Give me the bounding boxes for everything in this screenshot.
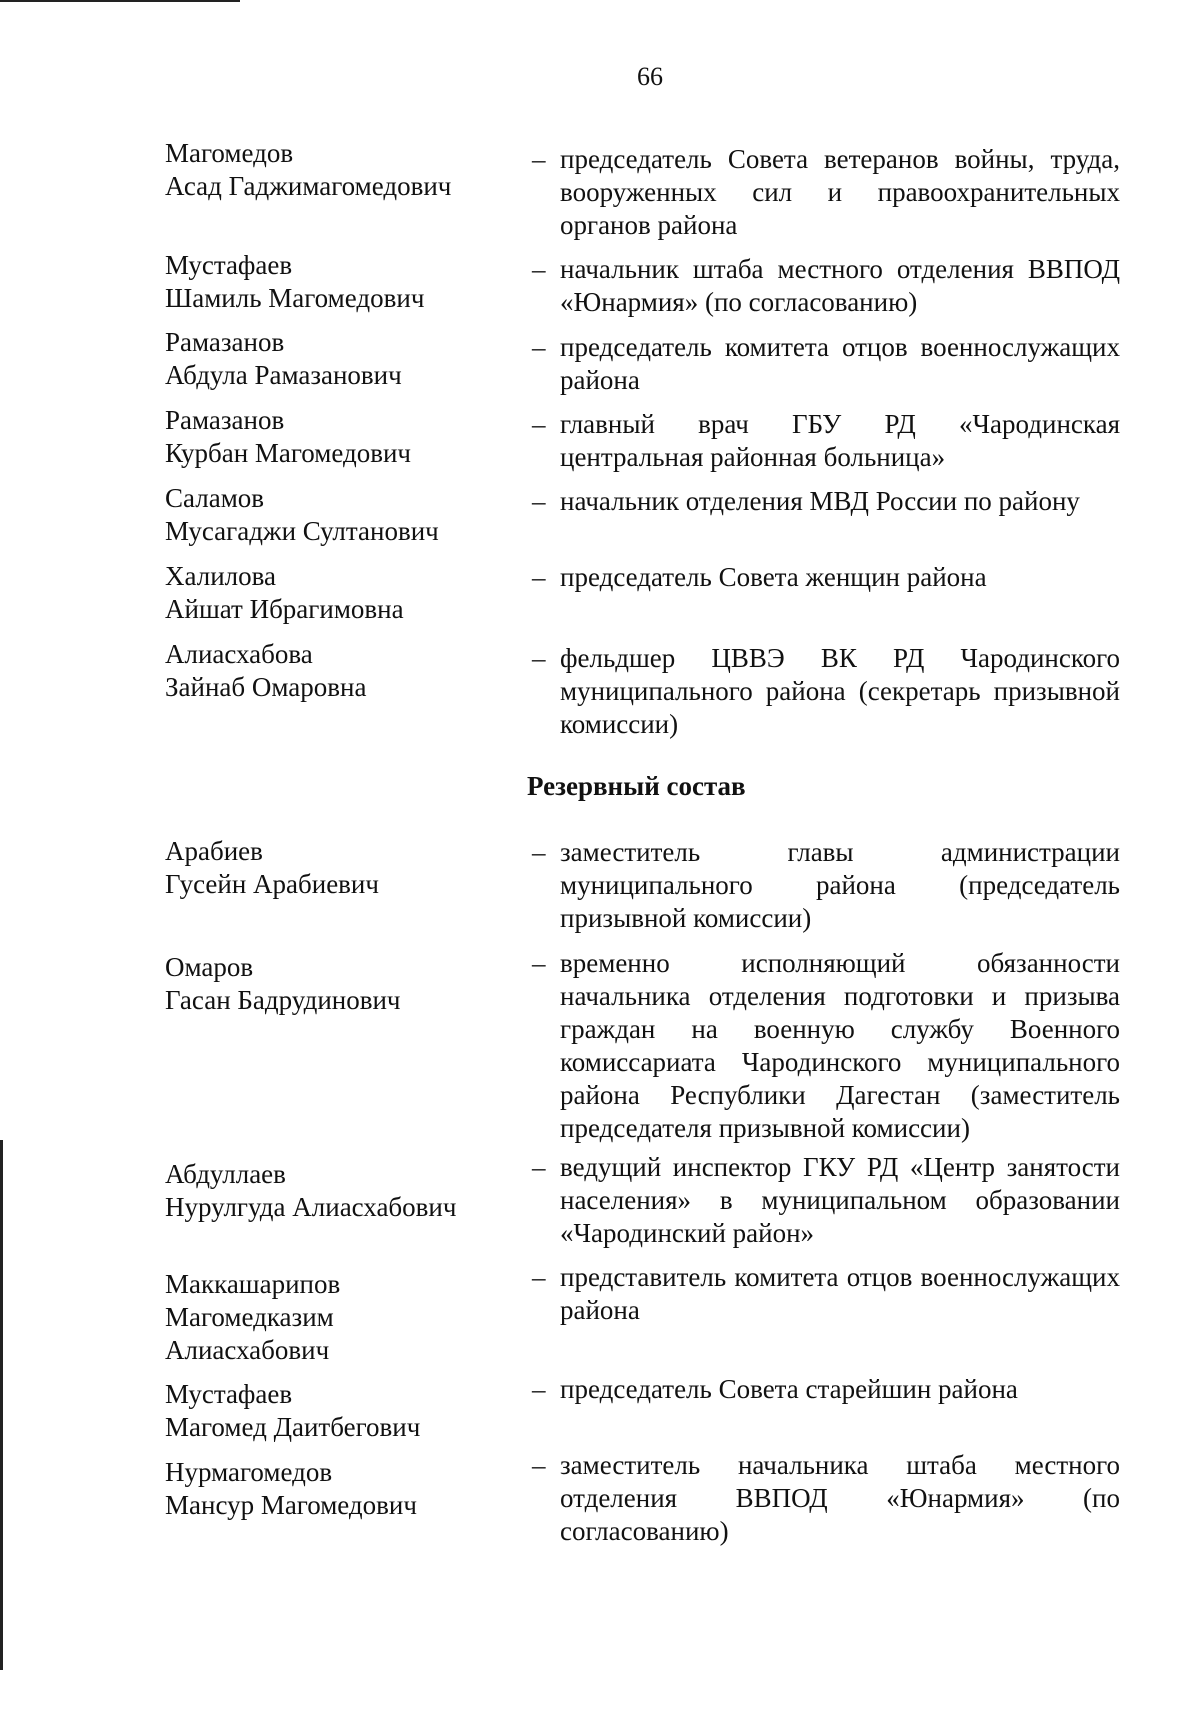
- scan-edge-line: [0, 0, 240, 2]
- member-surname: Омаров: [165, 952, 254, 982]
- member-role-text: начальник отделения МВД России по району: [560, 486, 1080, 516]
- member-role: [532, 331, 1120, 397]
- member-name: [165, 638, 525, 704]
- member-role-text: заместитель начальника штаба местного отделения ВВПОД «Юнармия» (по согласованию): [560, 1450, 1120, 1546]
- member-role: [532, 642, 1120, 741]
- member-surname: Саламов: [165, 483, 265, 513]
- member-name: [165, 137, 525, 203]
- member-given-names: Магомед Даитбегович: [165, 1412, 421, 1442]
- member-surname: Нурмагомедов: [165, 1457, 333, 1487]
- member-role-text: начальник штаба местного отделения ВВПОД «Юнармия» (по согласованию): [560, 254, 1120, 317]
- role-dash: –: [532, 332, 546, 362]
- member-name: [165, 404, 525, 470]
- reserve-member-role: [532, 947, 1120, 1145]
- member-given-names: Гасан Бадрудинович: [165, 985, 401, 1015]
- member-role-text: главный врач ГБУ РД «Чародинская центральная районная больница»: [560, 409, 1120, 472]
- member-name: [165, 326, 525, 392]
- member-surname: Мустафаев: [165, 1379, 293, 1409]
- reserve-member-name: [165, 1456, 525, 1522]
- member-name: [165, 249, 525, 315]
- member-given-names: Зайнаб Омаровна: [165, 672, 367, 702]
- reserve-member-name: [165, 1268, 525, 1367]
- member-given-names: Мансур Магомедович: [165, 1490, 417, 1520]
- member-role-text: председатель Совета старейшин района: [560, 1374, 1018, 1404]
- reserve-member-role: [532, 1151, 1120, 1250]
- member-role: [532, 485, 1120, 518]
- member-given-names: Мусагаджи Султанович: [165, 516, 439, 546]
- member-role-text: председатель Совета женщин района: [560, 562, 987, 592]
- member-surname: Рамазанов: [165, 327, 285, 357]
- member-role-text: заместитель главы администрации муниципального района (председатель призывной комиссии): [560, 837, 1120, 933]
- member-role-text: временно исполняющий обязанности начальника отделения подготовки и призыва граждан на военную службу Военного комиссариата Чародинского муниципального района Республики Дагестан (заместитель председателя призывной комиссии): [560, 948, 1120, 1143]
- member-given-names: Курбан Магомедович: [165, 438, 412, 468]
- role-dash: –: [532, 1152, 546, 1182]
- reserve-member-role: [532, 1373, 1120, 1406]
- member-given-names: Магомедказим: [165, 1302, 334, 1332]
- role-dash: –: [532, 948, 546, 978]
- member-role-text: председатель Совета ветеранов войны, труда, вооруженных сил и правоохранительных органов района: [560, 144, 1120, 240]
- member-name: [165, 482, 525, 548]
- role-dash: –: [532, 1374, 546, 1404]
- member-role: [532, 561, 1120, 594]
- member-given-names: Асад Гаджимагомедович: [165, 171, 452, 201]
- member-given-names: Алиасхабович: [165, 1335, 330, 1365]
- role-dash: –: [532, 144, 546, 174]
- member-given-names: Абдула Рамазанович: [165, 360, 402, 390]
- role-dash: –: [532, 643, 546, 673]
- member-role: [532, 253, 1120, 319]
- member-surname: Алиасхабова: [165, 639, 313, 669]
- member-surname: Абдуллаев: [165, 1159, 286, 1189]
- member-given-names: Гусейн Арабиевич: [165, 869, 379, 899]
- role-dash: –: [532, 254, 546, 284]
- member-role: [532, 408, 1120, 474]
- member-role-text: ведущий инспектор ГКУ РД «Центр занятости населения» в муниципальном образовании «Чародинский район»: [560, 1152, 1120, 1248]
- member-surname: Мустафаев: [165, 250, 293, 280]
- member-name: [165, 560, 525, 626]
- reserve-section-heading: Резервный состав: [527, 771, 746, 801]
- member-role-text: представитель комитета отцов военнослужащих района: [560, 1262, 1120, 1325]
- member-surname: Халилова: [165, 561, 276, 591]
- reserve-member-role: [532, 836, 1120, 935]
- reserve-member-role: [532, 1261, 1120, 1327]
- member-given-names: Нурулгуда Алиасхабович: [165, 1192, 457, 1222]
- role-dash: –: [532, 837, 546, 867]
- member-surname: Рамазанов: [165, 405, 285, 435]
- member-role-text: председатель комитета отцов военнослужащих района: [560, 332, 1120, 395]
- role-dash: –: [532, 1450, 546, 1480]
- member-role: [532, 143, 1120, 242]
- reserve-member-name: [165, 951, 525, 1017]
- reserve-member-name: [165, 1378, 525, 1444]
- scan-edge-line-left: [0, 1140, 3, 1670]
- reserve-member-role: [532, 1449, 1120, 1548]
- member-given-names: Шамиль Магомедович: [165, 283, 425, 313]
- role-dash: –: [532, 409, 546, 439]
- reserve-member-name: [165, 835, 525, 901]
- member-surname: Арабиев: [165, 836, 263, 866]
- member-role-text: фельдшер ЦВВЭ ВК РД Чародинского муниципального района (секретарь призывной комиссии): [560, 643, 1120, 739]
- member-surname: Маккашарипов: [165, 1269, 341, 1299]
- role-dash: –: [532, 562, 546, 592]
- member-given-names: Айшат Ибрагимовна: [165, 594, 404, 624]
- role-dash: –: [532, 1262, 546, 1292]
- member-surname: Магомедов: [165, 138, 294, 168]
- page-number: 66: [637, 62, 663, 91]
- role-dash: –: [532, 486, 546, 516]
- reserve-member-name: [165, 1158, 525, 1224]
